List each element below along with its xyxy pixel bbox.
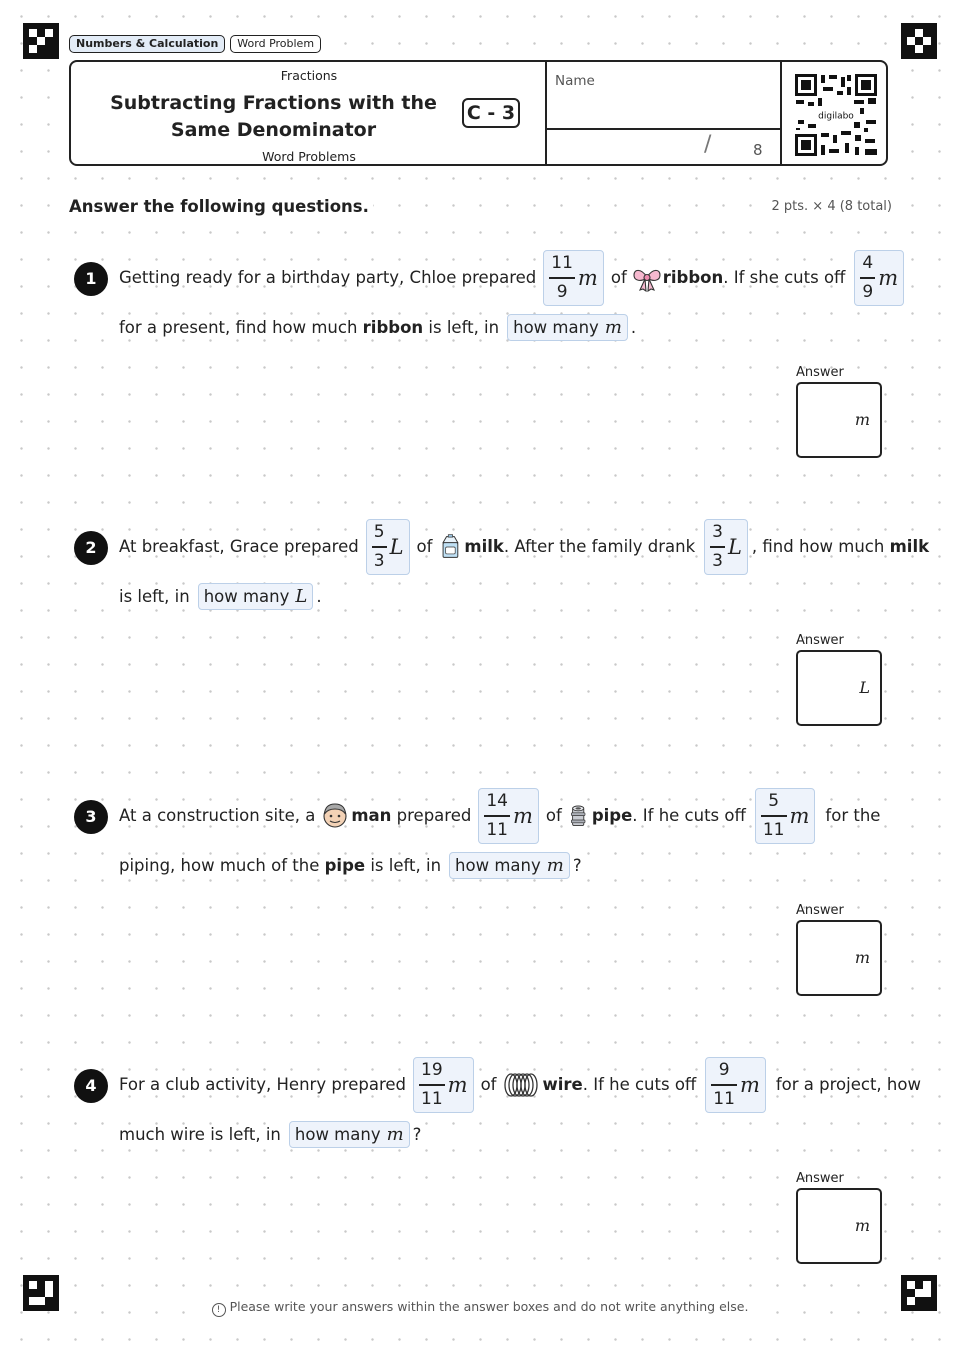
item-name: pipe — [324, 856, 366, 875]
answer-label: Answer — [796, 365, 844, 380]
instructions: Answer the following questions. — [69, 197, 373, 216]
how-many-box — [198, 583, 314, 610]
question-4-line-1 — [119, 1057, 921, 1113]
question-text: Getting ready for a birthday party, Chloe prepared — [119, 268, 537, 288]
fraction-bar — [484, 815, 510, 817]
question-number-1: 1 — [74, 262, 108, 296]
answer-box-3[interactable] — [796, 920, 882, 996]
fraction — [761, 791, 787, 841]
denominator: 9 — [556, 281, 568, 302]
question-1-line-2 — [119, 314, 636, 341]
unit: m — [854, 410, 870, 429]
question-2-line-1 — [119, 519, 929, 575]
pipe-icon — [567, 801, 591, 831]
points-info: 2 pts. × 4 (8 total) — [771, 199, 892, 214]
divider — [545, 62, 547, 164]
numerator: 14 — [486, 791, 508, 811]
fraction-bar — [761, 815, 787, 817]
item-name: ribbon — [662, 268, 724, 288]
numerator: 9 — [718, 1060, 730, 1080]
how-many-text: how many — [294, 1125, 381, 1144]
unit: m — [854, 948, 870, 967]
unit: m — [739, 1072, 760, 1097]
denominator: 11 — [486, 819, 508, 840]
question-3-line-1 — [119, 788, 880, 844]
unit: m — [546, 855, 564, 876]
corner-marker-top-right — [901, 23, 937, 59]
question-text: At a construction site, a — [119, 806, 316, 826]
unit: m — [447, 1072, 468, 1097]
how-many-box — [449, 852, 570, 879]
tag-numbers-calculation: Numbers & Calculation — [69, 35, 225, 53]
question-text: piping, how much of the — [119, 856, 320, 875]
question-text: , find how much — [751, 537, 885, 557]
quantity-fraction — [413, 1057, 474, 1113]
unit: L — [295, 586, 308, 607]
unit: L — [859, 678, 870, 697]
fraction — [549, 253, 575, 303]
item-name: milk — [464, 537, 504, 557]
question-text: prepared — [396, 806, 472, 826]
fraction-bar — [419, 1084, 445, 1086]
numerator: 5 — [768, 791, 780, 811]
footer-text: Please write your answers within the answer boxes and do not write anything else. — [229, 1299, 749, 1314]
numerator: 19 — [421, 1060, 443, 1080]
denominator: 9 — [862, 281, 874, 302]
fraction — [711, 1060, 737, 1110]
fraction-bar — [710, 546, 725, 548]
answer-label: Answer — [796, 1171, 844, 1186]
worksheet-header — [69, 60, 888, 166]
quantity-fraction — [854, 250, 904, 306]
qr-code-icon — [794, 73, 878, 157]
question-text: of — [480, 1075, 497, 1095]
fraction-bar — [860, 277, 875, 279]
name-label: Name — [555, 73, 595, 89]
question-3-line-2 — [119, 852, 582, 879]
question-text: . If he cuts off — [582, 1075, 697, 1095]
title-line-1: Subtracting Fractions with the — [110, 92, 437, 114]
how-many-text: how many — [513, 318, 599, 337]
tag-word-problem: Word Problem — [230, 35, 321, 53]
question-text: for a project, how — [775, 1075, 921, 1095]
how-many-box — [507, 314, 628, 341]
unit: m — [386, 1124, 404, 1145]
fraction — [372, 522, 387, 572]
unit: L — [389, 534, 404, 559]
unit: m — [577, 265, 598, 290]
denominator: 3 — [712, 550, 723, 571]
question-text: For a club activity, Henry prepared — [119, 1075, 407, 1095]
question-4-line-2 — [119, 1121, 421, 1148]
title-line-2: Same Denominator — [170, 119, 377, 141]
question-text: of — [416, 537, 433, 557]
fraction — [419, 1060, 445, 1110]
fraction-bar — [711, 1084, 737, 1086]
milk-carton-icon — [437, 532, 463, 562]
question-text: for the — [825, 806, 881, 826]
punctuation: . — [630, 318, 637, 337]
quantity-fraction — [705, 1057, 766, 1113]
punctuation: ? — [572, 856, 582, 875]
question-text: is left, in — [428, 318, 500, 337]
ribbon-icon — [632, 263, 662, 293]
category-label: Fractions — [280, 68, 338, 83]
question-text: for a present, find how much — [119, 318, 358, 337]
how-many-box — [289, 1121, 410, 1148]
question-text: . If he cuts off — [632, 806, 746, 826]
fraction-bar — [372, 546, 387, 548]
question-text: is left, in — [119, 587, 190, 606]
question-1-line-1 — [119, 250, 911, 306]
denominator: 11 — [762, 819, 785, 840]
unit: m — [789, 803, 810, 828]
question-text: . After the family drank — [503, 537, 696, 557]
punctuation: . — [316, 587, 322, 606]
score-slash: / — [704, 132, 712, 157]
fraction — [860, 253, 875, 303]
item-name: milk — [889, 537, 930, 557]
numerator: 3 — [712, 522, 723, 542]
item-name: ribbon — [362, 318, 424, 337]
question-number-4: 4 — [74, 1069, 108, 1103]
question-2-line-2 — [119, 583, 322, 610]
question-number-2: 2 — [74, 531, 108, 565]
question-number-3: 3 — [74, 800, 108, 834]
punctuation: ? — [412, 1125, 422, 1144]
worksheet-code-badge: C - 3 — [462, 98, 520, 128]
numerator: 4 — [862, 253, 874, 273]
tag-list — [69, 35, 321, 53]
corner-marker-top-left — [23, 23, 59, 59]
quantity-fraction — [366, 519, 410, 575]
fraction — [710, 522, 725, 572]
denominator: 11 — [713, 1088, 735, 1109]
fraction — [484, 791, 510, 841]
answer-box-4[interactable] — [796, 1188, 882, 1264]
answer-box-1[interactable] — [796, 382, 882, 458]
man-icon — [320, 801, 350, 831]
how-many-text: how many — [203, 587, 290, 606]
question-text: is left, in — [370, 856, 442, 875]
how-many-text: how many — [455, 856, 541, 875]
quantity-fraction — [543, 250, 604, 306]
unit: L — [727, 534, 742, 559]
unit: m — [512, 803, 533, 828]
quantity-fraction — [478, 788, 539, 844]
answer-label: Answer — [796, 903, 844, 918]
info-icon: ! — [212, 1303, 226, 1317]
answer-label: Answer — [796, 633, 844, 648]
unit: m — [878, 265, 899, 290]
question-text: of — [545, 806, 562, 826]
score-total: 8 — [753, 141, 763, 159]
question-text: of — [610, 268, 627, 288]
worksheet-title — [71, 90, 476, 144]
answer-box-2[interactable] — [796, 650, 882, 726]
person-name: man — [351, 806, 392, 826]
denominator: 11 — [421, 1088, 443, 1109]
question-text: At breakfast, Grace prepared — [119, 537, 359, 557]
qr-label: digilabo — [818, 111, 854, 122]
question-text: . If she cuts off — [723, 268, 846, 288]
fraction-bar — [549, 277, 575, 279]
question-text: much wire is left, in — [119, 1125, 281, 1144]
numerator: 5 — [373, 522, 385, 542]
unit: m — [604, 317, 622, 338]
quantity-fraction — [704, 519, 748, 575]
quantity-fraction — [755, 788, 816, 844]
divider — [545, 128, 781, 130]
divider — [780, 62, 782, 164]
footer-note — [0, 1299, 960, 1317]
item-name: wire — [542, 1075, 583, 1095]
wire-coil-icon — [501, 1070, 541, 1100]
denominator: 3 — [373, 550, 385, 571]
subtitle-label: Word Problems — [262, 149, 356, 164]
unit: m — [854, 1216, 870, 1235]
numerator: 11 — [551, 253, 573, 273]
item-name: pipe — [591, 806, 633, 826]
